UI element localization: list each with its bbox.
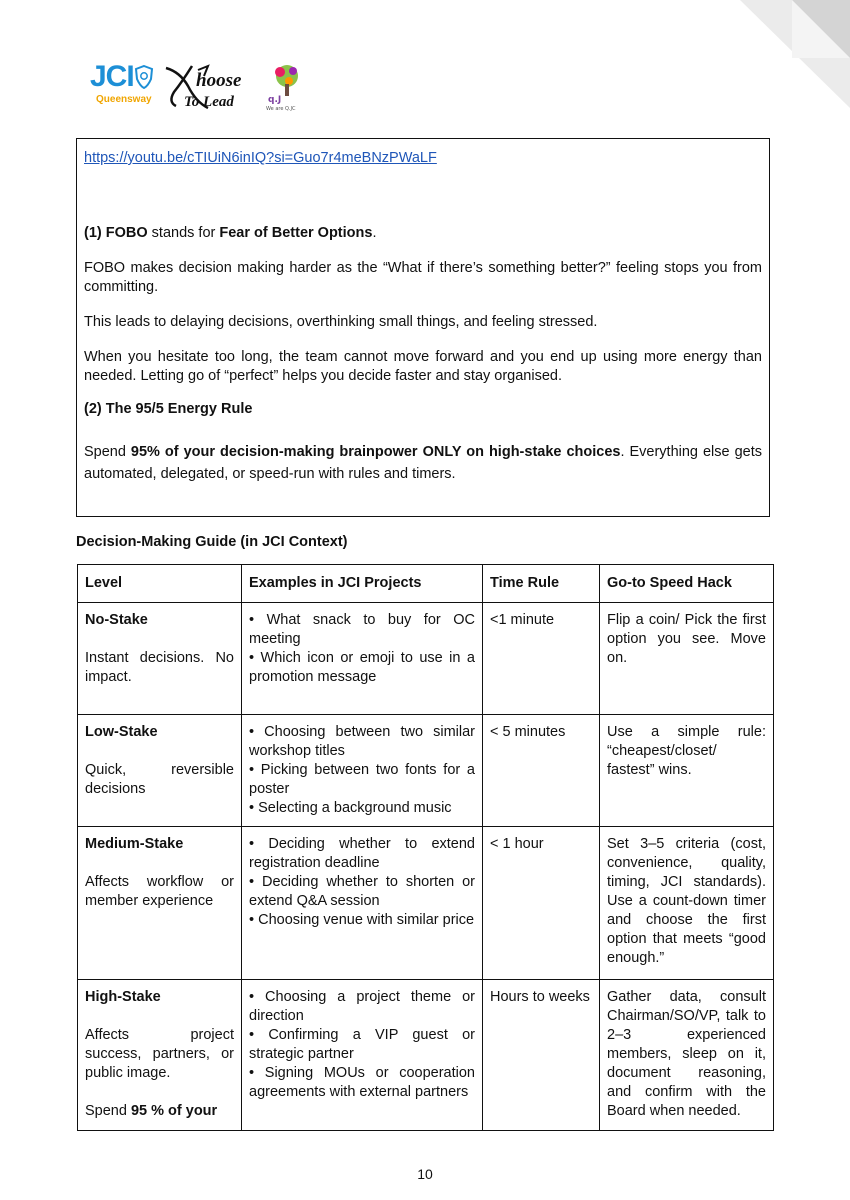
rule-paragraph: Spend 95% of your decision-making brainpower ONLY on high-stake choices. Everything else gets automated, delegated, or speed-run with rules and timers. bbox=[84, 444, 762, 482]
fobo-paragraph-3: When you hesitate too long, the team cannot move forward and you end up using more energy than needed. Letting go of “perfect” helps you decide faster and stay organised. bbox=[84, 349, 762, 384]
header-level: Level bbox=[78, 565, 242, 603]
time-cell: Hours to weeks bbox=[483, 980, 600, 1131]
hack-cell: Set 3–5 criteria (cost, convenience, quality, timing, JCI standards). Use a count-down timer and choose the first option that meets “good enough.” bbox=[600, 827, 774, 980]
level-cell-extra: Spend 95 % of your bbox=[85, 1103, 218, 1119]
examples-cell: • Deciding whether to extend registration deadline • Deciding whether to shorten or extend Q&A session • Choosing venue with similar price bbox=[242, 827, 483, 980]
intro-box bbox=[76, 138, 770, 517]
decision-guide-table bbox=[77, 564, 774, 1131]
fobo-paragraph-2: This leads to delaying decisions, overthinking small things, and feeling stressed. bbox=[84, 314, 598, 330]
table-row bbox=[78, 603, 774, 715]
level-cell: Medium-Stake Affects workflow or member experience bbox=[78, 827, 242, 980]
fobo-heading: (1) FOBO stands for Fear of Better Options. bbox=[84, 225, 377, 241]
guide-title: Decision-Making Guide (in JCI Context) bbox=[76, 534, 348, 550]
hack-cell: Gather data, consult Chairman/SO/VP, talk to 2–3 experienced members, sleep on it, document reasoning, and confirm with the Board when needed. bbox=[600, 980, 774, 1131]
jci-logo-subtitle: Queensway bbox=[96, 94, 152, 105]
we-are-qjc-logo bbox=[264, 62, 310, 112]
header-examples: Examples in JCI Projects bbox=[242, 565, 483, 603]
table-row bbox=[78, 980, 774, 1131]
level-cell: Low-Stake Quick, reversible decisions bbox=[78, 715, 242, 827]
time-cell: < 1 hour bbox=[483, 827, 600, 980]
table-header-row bbox=[78, 565, 774, 603]
corner-decoration bbox=[740, 0, 850, 108]
rule-heading: (2) The 95/5 Energy Rule bbox=[84, 401, 253, 417]
header-logos bbox=[90, 62, 310, 114]
examples-cell: • Choosing a project theme or direction • Confirming a VIP guest or strategic partner • Signing MOUs or cooperation agreements with external partners bbox=[242, 980, 483, 1131]
examples-cell: • Choosing between two similar workshop titles • Picking between two fonts for a poster • Selecting a background music bbox=[242, 715, 483, 827]
youtube-link[interactable]: https://youtu.be/cTIUiN6inIQ?si=Guo7r4meBNzPWaLF bbox=[84, 150, 437, 166]
q-logo-text: We are Q.JC bbox=[265, 106, 296, 112]
jci-logo bbox=[90, 62, 154, 105]
hack-cell: Flip a coin/ Pick the first option you see. Move on. bbox=[600, 603, 774, 715]
jci-shield-icon bbox=[134, 65, 154, 89]
time-cell: < 5 minutes bbox=[483, 715, 600, 827]
header-time-rule: Time Rule bbox=[483, 565, 600, 603]
hack-cell: Use a simple rule: “cheapest/closet/ fastest” wins. bbox=[600, 715, 774, 827]
table-row bbox=[78, 827, 774, 980]
time-cell: <1 minute bbox=[483, 603, 600, 715]
page-number: 10 bbox=[417, 1166, 433, 1182]
jci-logo-text: JCI bbox=[90, 60, 134, 93]
ctl-line1: hoose bbox=[195, 70, 242, 91]
svg-text:q.J: q.J bbox=[267, 95, 281, 105]
examples-cell: • What snack to buy for OC meeting • Which icon or emoji to use in a promotion message bbox=[242, 603, 483, 715]
table-row bbox=[78, 715, 774, 827]
level-cell: High-Stake Affects project success, partners, or public image. Spend 95 % of your bbox=[78, 980, 242, 1131]
fobo-paragraph-1: FOBO makes decision making harder as the “What if there’s something better?” feeling stops you from committing. bbox=[84, 260, 762, 295]
choose-to-lead-logo bbox=[162, 62, 262, 112]
header-speed-hack: Go-to Speed Hack bbox=[600, 565, 774, 603]
ctl-line2: To Lead bbox=[183, 94, 234, 110]
level-cell: No-Stake Instant decisions. No impact. bbox=[78, 603, 242, 715]
